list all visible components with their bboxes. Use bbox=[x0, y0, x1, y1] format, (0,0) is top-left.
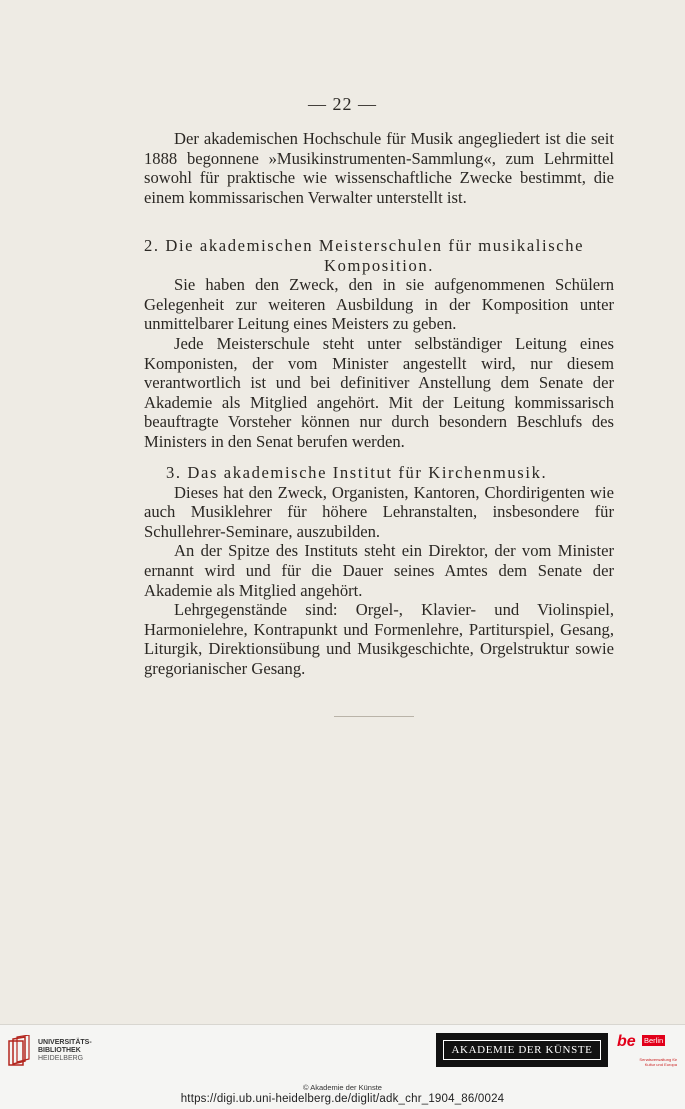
section-heading: 2. Die akademischen Meisterschulen für musikalische bbox=[144, 236, 585, 255]
copyright-notice: © Akademie der Künste bbox=[303, 1083, 382, 1092]
end-rule bbox=[334, 716, 414, 717]
paragraph: Lehrgegenstände sind: Orgel-, Klavier- und Violinspiel, Harmonielehre, Kontrapunkt und Formenlehre, Partiturspiel, Gesang, Liturgik, Direktionsübung und Musikgeschichte, Orgelstruktur sowie gregorianischer Gesang. bbox=[144, 600, 614, 678]
berlin-logo[interactable] bbox=[617, 1033, 677, 1077]
paragraph: Sie haben den Zweck, den in sie aufgenommenen Schülern Gelegenheit zur weiteren Ausbildung in der Komposition unter unmittelbarer Leitung eines Meisters zu geben. bbox=[144, 275, 614, 334]
paragraph: An der Spitze des Instituts steht ein Direktor, der vom Minister ernannt wird und für die Dauer seines Amtes dem Senate der Akademie als Mitglied angehört. bbox=[144, 541, 614, 600]
section-heading: 3. Das akademische Institut für Kirchenmusik. bbox=[166, 463, 548, 482]
section-heading-continued: Komposition. bbox=[323, 255, 434, 275]
paragraph: Der akademischen Hochschule für Musik angegliedert ist die seit 1888 begonnene »Musikinstrumenten-Sammlung«, zum Lehrmittel sowohl für praktische wie wissenschaftliche Zwecke bestimmt, die einem kommissarischen Verwalter unterstellt ist. bbox=[144, 129, 614, 207]
section-intro bbox=[144, 129, 614, 207]
university-library-name[interactable]: UNIVERSITÄTS- BIBLIOTHEK HEIDELBERG bbox=[38, 1039, 92, 1062]
section-meisterschulen bbox=[144, 236, 614, 452]
paragraph: Dieses hat den Zweck, Organisten, Kantoren, Chordirigenten wie auch Musiklehrer für höhere Lehranstalten, insbesondere für Schullehrer-Seminare, auszubilden. bbox=[144, 482, 614, 541]
adk-label: AKADEMIE DER KÜNSTE bbox=[443, 1040, 602, 1060]
university-library-logo-icon[interactable] bbox=[8, 1035, 34, 1067]
permalink-url[interactable]: https://digi.ub.uni-heidelberg.de/diglit/adk_chr_1904_86/0024 bbox=[180, 1093, 505, 1105]
paragraph: Jede Meisterschule steht unter selbständiger Leitung eines Komponisten, der vom Minister angestellt wird, nur diesem verantwortlich ist und bei definitiver Anstellung dem Senate der Akademie als Mitglied angehört. Mit der Leitung kommissarisch beauftragte Vorsteher können nur durch besondern Beschlufs des Ministers in den Senat berufen werden. bbox=[144, 333, 614, 451]
berlin-subtitle: Senatsverwaltung für Kultur und Europa bbox=[639, 1057, 677, 1067]
berlin-label: Berlin bbox=[644, 1036, 664, 1045]
akademie-der-kuenste-logo[interactable] bbox=[436, 1033, 608, 1067]
be-logo-text: be bbox=[617, 1033, 636, 1050]
viewer-footer bbox=[0, 1024, 685, 1109]
page-number: — 22 — bbox=[308, 94, 377, 114]
section-kirchenmusik bbox=[144, 463, 614, 679]
